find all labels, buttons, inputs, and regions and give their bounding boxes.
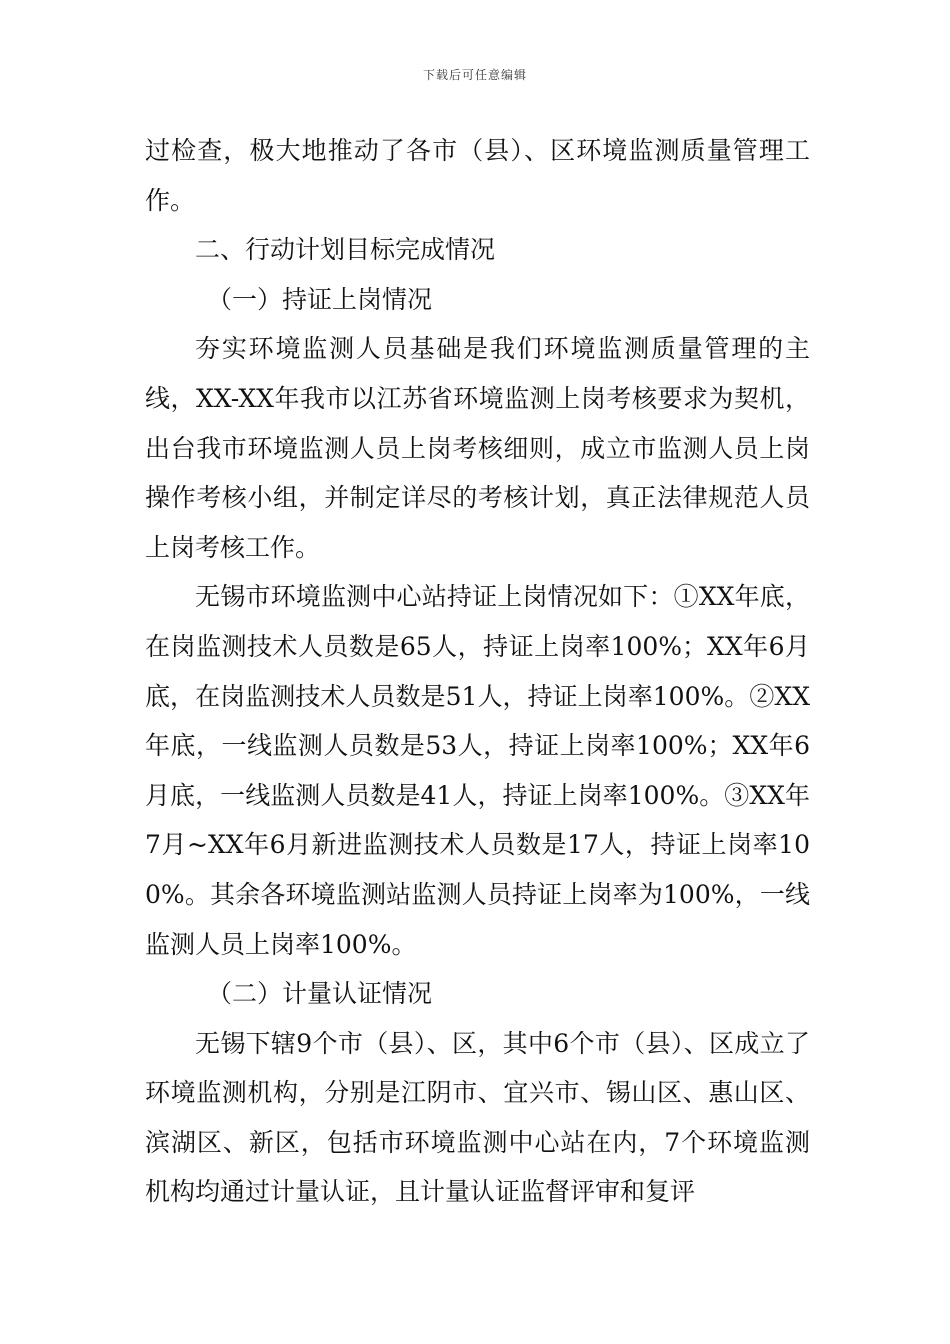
document-body bbox=[145, 126, 810, 1217]
page-header: 下载后可任意编辑 bbox=[422, 68, 527, 82]
subsection-heading-2: （二）计量认证情况 bbox=[207, 979, 433, 1009]
paragraph-certification-stats: 无锡市环境监测中心站持证上岗情况如下：①XX年底，在岗监测技术人员数是65人，持证上岗率100%；XX年6月底，在岗监测技术人员数是51人，持证上岗率100%。②XX年底，一线监测人员数是53人，持证上岗率100%；XX年6月底，一线监测人员数是41人，持证上岗率100%。③XX年7月~XX年6月新进监测技术人员数是17人，持证上岗率100%。其余各环境监测站监测人员持证上岗率为100%，一线监测人员上岗率100%。 bbox=[145, 582, 810, 959]
paragraph-continuation: 过检查，极大地推动了各市（县）、区环境监测质量管理工作。 bbox=[145, 136, 810, 215]
paragraph-certification-basis: 夯实环境监测人员基础是我们环境监测质量管理的主线，XX-XX年我市以江苏省环境监测上岗考核要求为契机，出台我市环境监测人员上岗考核细则，成立市监测人员上岗操作考核小组，并制定详尽的考核计划，真正法律规范人员上岗考核工作。 bbox=[145, 334, 810, 562]
subsection-heading-1: （一）持证上岗情况 bbox=[207, 284, 433, 314]
paragraph-metrology-certification: 无锡下辖9个市（县）、区，其中6个市（县）、区成立了环境监测机构，分别是江阴市、宜兴市、锡山区、惠山区、滨湖区、新区，包括市环境监测中心站在内，7个环境监测机构均通过计量认证，且计量认证监督评审和复评 bbox=[145, 1028, 810, 1207]
section-heading: 二、行动计划目标完成情况 bbox=[195, 235, 496, 265]
